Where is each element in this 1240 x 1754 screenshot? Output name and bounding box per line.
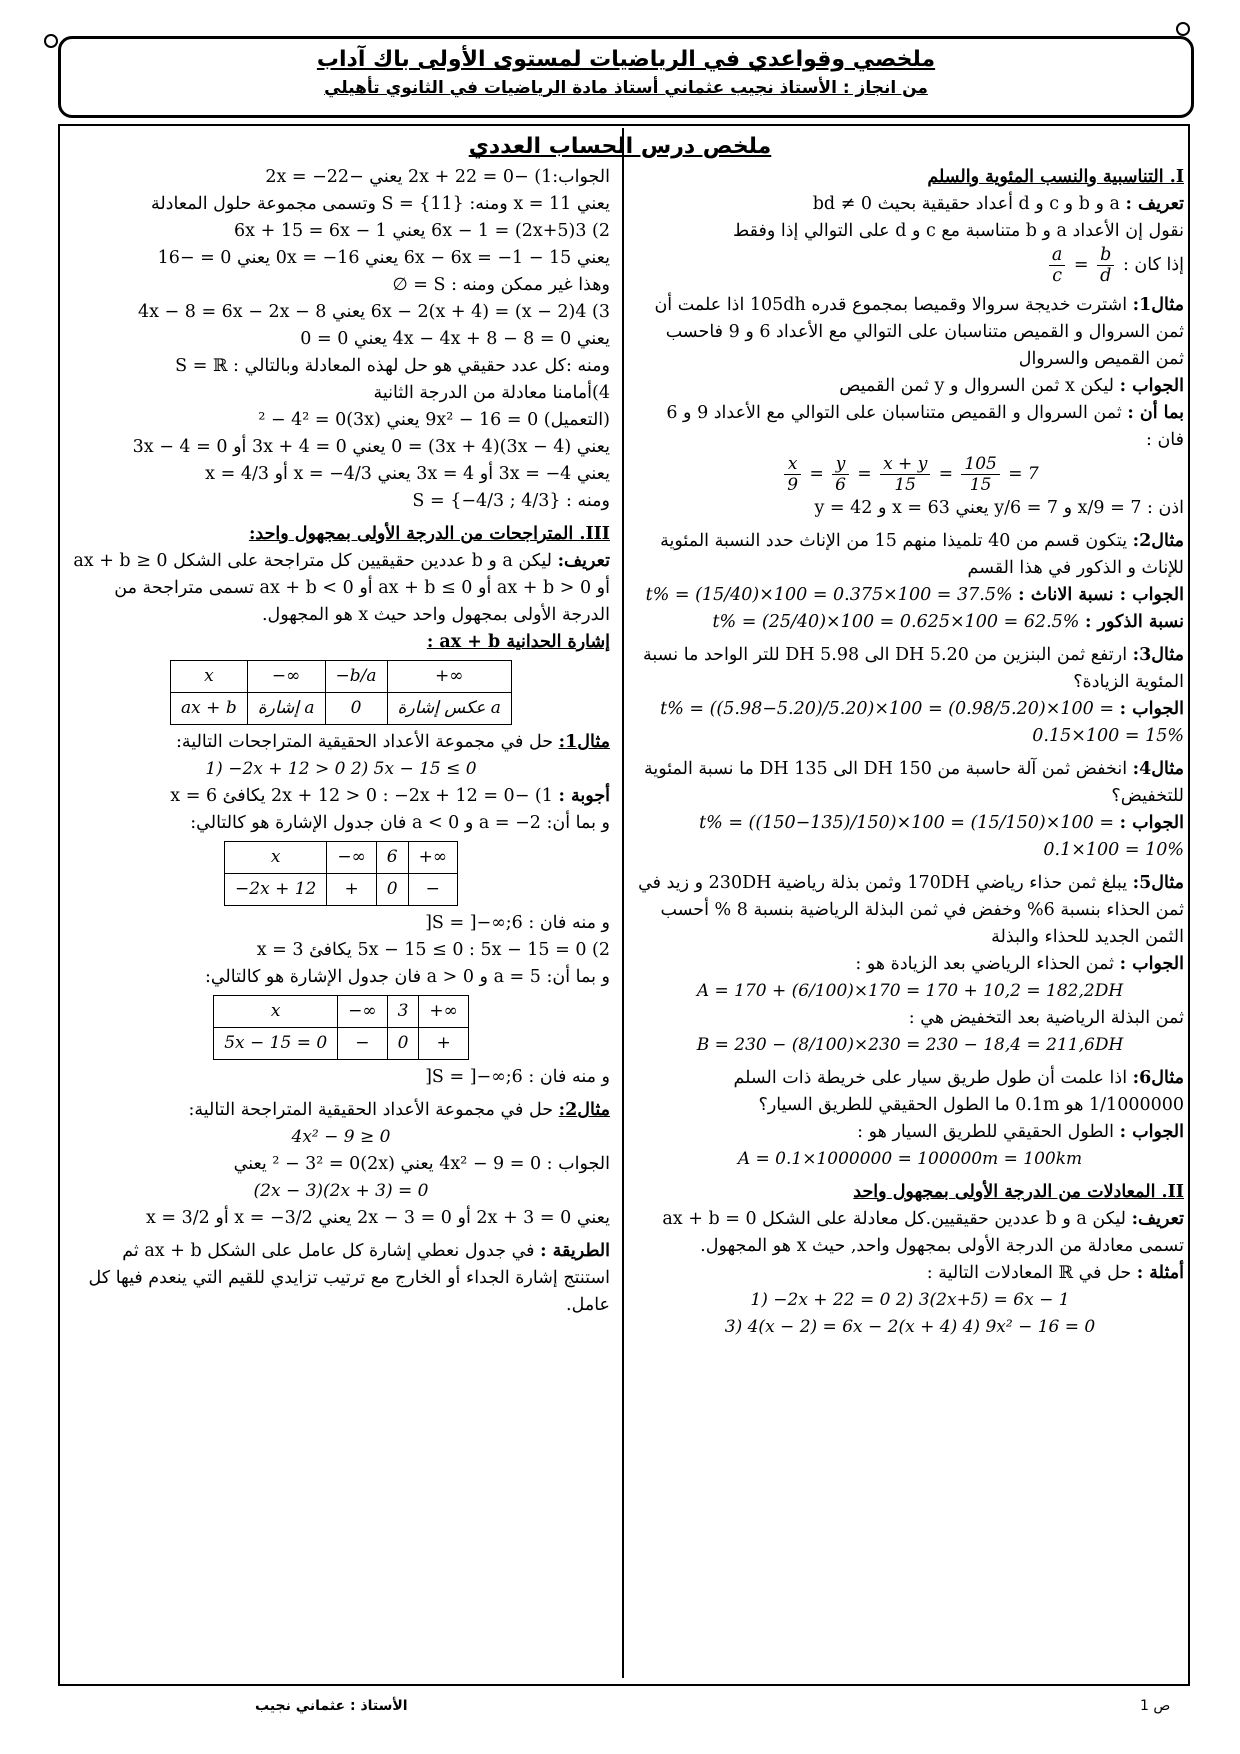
- sign-table-cell: +: [327, 874, 376, 906]
- example-5: مثال5: يبلغ ثمن حذاء رياضي 170DH وثمن بذلة رياضية 230DH و زيد في ثمن الحذاء بنسبة 6% وخفض في ثمن البذلة الرياضية بنسبة 8 % أحسب الثمن الجديد للحذاء والبذلة: [638, 873, 1184, 947]
- ineq-answer-2: 2) 5x − 15 ≤ 0 : 5x − 15 = 0 يكافئ x = 3: [256, 940, 610, 960]
- sign-table-cell: 5x − 15 = 0: [214, 1028, 338, 1060]
- answer-4b: (التعميل) 9x² − 16 = 0 يعني (3x)² − 4² = 0: [258, 410, 610, 430]
- sign-table-cell: +: [419, 1028, 468, 1060]
- sign-table-cell: ax + b: [171, 693, 248, 725]
- example-5-eq-1: A = 170 + (6/100)×170 = 170 + 10,2 = 182,2DH: [696, 981, 1124, 1001]
- equation-list-2: 3) 4(x − 2) = 6x − 2(x + 4) 4) 9x² − 16 = 0: [724, 1317, 1096, 1337]
- sign-table-cell: 3: [387, 996, 419, 1028]
- example-4-answer: الجواب : t% = ((150−135)/150)×100 = (15/150)×100 = 0.1×100 = 10%: [699, 813, 1184, 860]
- section-2-title: II. المعادلات من الدرجة الأولى بمجهول واحد: [853, 1182, 1184, 1202]
- answer-3b: يعني 4x − 4x + 8 − 8 = 0 يعني 0 = 0: [300, 329, 610, 349]
- ineq-example-2-a1: الجواب : 4x² − 9 = 0 يعني (2x)² − 3² = 0 يعني: [233, 1154, 610, 1174]
- example-3: مثال3: ارتفع ثمن البنزين من 5.20 DH الى 5.98 DH للتر الواحد ما نسبة المئوية الزيادة؟: [642, 645, 1184, 692]
- sign-table-cell: عكس إشارة a: [387, 693, 511, 725]
- answer-4e: ومنه : S = {−4/3 ; 4/3}: [412, 491, 610, 511]
- header-title: ملخصي وقواعدي في الرياضيات لمستوى الأولى باك آداب: [316, 47, 936, 72]
- sign-table-general: [170, 660, 512, 725]
- corner-ornament: [44, 34, 58, 48]
- sign-table-cell: 0: [387, 1028, 419, 1060]
- sign-table-1: [224, 841, 458, 906]
- equation-list-1: 1) −2x + 22 = 0 2) 3(2x+5) = 6x − 1: [750, 1290, 1070, 1310]
- examples-heading: أمثلة : حل في ℝ المعادلات التالية :: [926, 1263, 1184, 1283]
- ineq-example-2-a2: (2x − 3)(2x + 3) = 0: [253, 1181, 429, 1201]
- sign-table-cell: x: [171, 661, 248, 693]
- answer-3c: ومنه :كل عدد حقيقي هو حل لهذه المعادلة وبالتالي : S = ℝ: [175, 356, 610, 376]
- example-2-girls: الجواب : نسبة الاناث : t% = (15/40)×100 = 0.375×100 = 37.5%: [645, 585, 1184, 605]
- example-2-boys: نسبة الذكور : t% = (25/40)×100 = 0.625×100 = 62.5%: [712, 612, 1184, 632]
- sign-table-cell: −∞: [338, 996, 387, 1028]
- answer-4d: يعني 3x = −4 أو 3x = 4 يعني x = −4/3 أو x = 4/3: [205, 464, 610, 484]
- example-6-eq: A = 0.1×1000000 = 100000m = 100km: [737, 1149, 1083, 1169]
- sign-table-cell: x: [225, 842, 327, 874]
- ineq-answer-1b: و بما أن: a = −2 و a < 0 فان جدول الإشارة هو كالتالي:: [190, 813, 610, 833]
- ineq-example-2-eq: 4x² − 9 ≥ 0: [291, 1127, 391, 1147]
- ineq-example-2-a3: يعني 2x + 3 = 0 أو 2x − 3 = 0 يعني x = −3/2 أو x = 3/2: [145, 1208, 610, 1228]
- method: الطريقة : في جدول نعطي إشارة كل عامل على الشكل ax + b ثم استنتج إشارة الجداء أو الخارج مع ترتيب تزايدي للقيم التي ينعدم فيها كل عامل.: [88, 1241, 610, 1315]
- corner-ornament: [1176, 22, 1190, 36]
- definition-1: تعريف : a و b و c و d أعداد حقيقية بحيث bd ≠ 0: [812, 194, 1184, 214]
- answer-3: 3) 4(x − 2) = 6x − 2(x + 4) يعني 4x − 8 = 6x − 2x − 8: [137, 302, 610, 322]
- answer-2: 2) 3(2x+5) = 6x − 1 يعني 6x + 15 = 6x − 1: [234, 221, 610, 241]
- sign-table-cell: +∞: [387, 661, 511, 693]
- sign-table-cell: 6: [376, 842, 408, 874]
- sign-table-cell: −2x + 12: [225, 874, 327, 906]
- example-1: مثال1: اشترت خديجة سروالا وقميصا بمجموع قدره 105dh اذا علمت أن ثمن السروال و القميص متناسبان على التوالي مع الأعداد 6 و 9 فاحسب ثمن القميص والسروال: [654, 295, 1184, 369]
- definition-1-line2: نقول إن الأعداد a و b متناسبة مع c و d على التوالي إذا وفقط: [733, 221, 1184, 241]
- ineq-answers: أجوبة : 1) −2x + 12 > 0 : −2x + 12 = 0 يكافئ x = 6: [170, 786, 610, 806]
- example-1-answer-3: اذن : x/9 = 7 و y/6 = 7 يعني x = 63 و y = 42: [814, 498, 1184, 518]
- example-6-answer: الجواب : الطول الحقيقي للطريق السيار هو :: [857, 1122, 1184, 1142]
- sign-table-cell: +∞: [408, 842, 457, 874]
- ineq-example-1-list: 1) −2x + 12 > 0 2) 5x − 15 ≤ 0: [205, 759, 477, 779]
- sign-table-cell: −b/a: [325, 661, 387, 693]
- header-box: [58, 36, 1194, 118]
- sign-table-cell: +∞: [419, 996, 468, 1028]
- answer-2c: وهذا غير ممكن ومنه : S = ∅: [392, 275, 610, 295]
- definition-2: تعريف: ليكن a و b عددين حقيقيين.كل معادلة على الشكل ax + b = 0 تسمى معادلة من الدرجة الأولى بمجهول واحد, حيث x هو المجهول.: [662, 1209, 1184, 1256]
- example-1-answer-2: بما أن : ثمن السروال و القميص متناسبان على التوالي مع الأعداد 9 و 6 فان :: [666, 403, 1184, 450]
- answer-1: الجواب:1) −2x + 22 = 0 يعني −2x = −22: [265, 167, 610, 187]
- answer-4c: يعني (3x − 4)(3x + 4) = 0 يعني 3x + 4 = 0 أو 3x − 4 = 0: [132, 437, 610, 457]
- definition-3: تعريف: ليكن a و b عددين حقيقيين كل متراجحة على الشكل ax + b ≥ 0 أو ax + b > 0 أو ax + b ≤ 0 أو ax + b < 0 تسمى متراجحة من الدرجة الأولى بمجهول واحد حيث x هو المجهول.: [73, 551, 610, 625]
- ineq-answer-2c: و منه فان : S = ]−∞;6[: [425, 1067, 610, 1087]
- example-5-answer-2: ثمن البذلة الرياضية بعد التخفيض هي :: [908, 1008, 1184, 1028]
- sign-table-cell: إشارة a: [247, 693, 325, 725]
- answer-2b: يعني 6x − 6x = −1 − 15 يعني 0x = −16 يعني 0 = −16: [157, 248, 610, 268]
- example-2: مثال2: يتكون قسم من 40 تلميذا منهم 15 من الإناث حدد النسبة المئوية للإناث و الذكور في هذا القسم: [660, 531, 1184, 578]
- column-divider: [622, 128, 624, 1678]
- sign-table-title: إشارة الحدانية ax + b :: [426, 632, 610, 652]
- sign-table-cell: x: [214, 996, 338, 1028]
- footer-teacher: الأستاذ : عثماني نجيب: [255, 1698, 408, 1714]
- answer-1b: يعني x = 11 ومنه: S = {11} وتسمى مجموعة حلول المعادلة: [150, 194, 610, 214]
- ineq-example-2: مثال2: حل في مجموعة الأعداد الحقيقية المتراجحة التالية:: [188, 1100, 610, 1120]
- section-1-title: I. التناسبية والنسب المئوية والسلم: [927, 167, 1184, 187]
- sign-table-cell: −: [338, 1028, 387, 1060]
- example-3-answer: الجواب : t% = ((5.98−5.20)/5.20)×100 = (0.98/5.20)×100 = 0.15×100 = 15%: [660, 699, 1184, 746]
- example-1-answer: الجواب : ليكن x ثمن السروال و y ثمن القميص: [839, 376, 1184, 396]
- footer-page-number: ص 1: [1140, 1698, 1171, 1714]
- sign-table-cell: −∞: [247, 661, 325, 693]
- right-column: [636, 164, 1184, 1341]
- definition-1-line3: إذا كان : $\frac{a}{c}$ = $\frac{b}{d}$: [636, 245, 1184, 286]
- section-3-title: III. المتراجحات من الدرجة الأولى بمجهول واحد:: [248, 524, 610, 544]
- example-6: مثال6: اذا علمت أن طول طريق سيار على خريطة ذات السلم 1/1000000 هو 0.1m ما الطول الحقيقي للطريق السيار؟: [733, 1068, 1184, 1115]
- left-column: [72, 164, 610, 1319]
- example-5-answer-1: الجواب : ثمن الحذاء الرياضي بعد الزيادة هو :: [855, 954, 1184, 974]
- sign-table-cell: 0: [325, 693, 387, 725]
- sign-table-2: [213, 995, 469, 1060]
- ineq-answer-2b: و بما أن: a = 5 و a > 0 فان جدول الإشارة هو كالتالي:: [204, 967, 610, 987]
- example-5-eq-2: B = 230 − (8/100)×230 = 230 − 18,4 = 211,6DH: [696, 1035, 1124, 1055]
- header-author: من انجاز : الأستاذ نجيب عثماني أستاذ مادة الرياضيات في الثانوي تأهيلي: [324, 78, 928, 98]
- example-4: مثال4: انخفض ثمن آلة حاسبة من 150 DH الى 135 DH ما نسبة المئوية للتخفيض؟: [643, 759, 1184, 806]
- ineq-example-1: مثال1: حل في مجموعة الأعداد الحقيقية المتراجحات التالية:: [176, 732, 610, 752]
- sign-table-cell: −∞: [327, 842, 376, 874]
- main-title: ملخص درس الحساب العددي: [468, 134, 772, 159]
- sign-table-cell: 0: [376, 874, 408, 906]
- ineq-answer-1c: و منه فان : S = ]−∞;6[: [425, 913, 610, 933]
- proportion-equation: $\frac{x}{9}$ = $\frac{y}{6}$ = $\frac{x + y}{15}$ = $\frac{105}{15}$ = 7: [636, 454, 1184, 495]
- sign-table-cell: −: [408, 874, 457, 906]
- answer-4: 4)أمامنا معادلة من الدرجة الثانية: [373, 383, 610, 403]
